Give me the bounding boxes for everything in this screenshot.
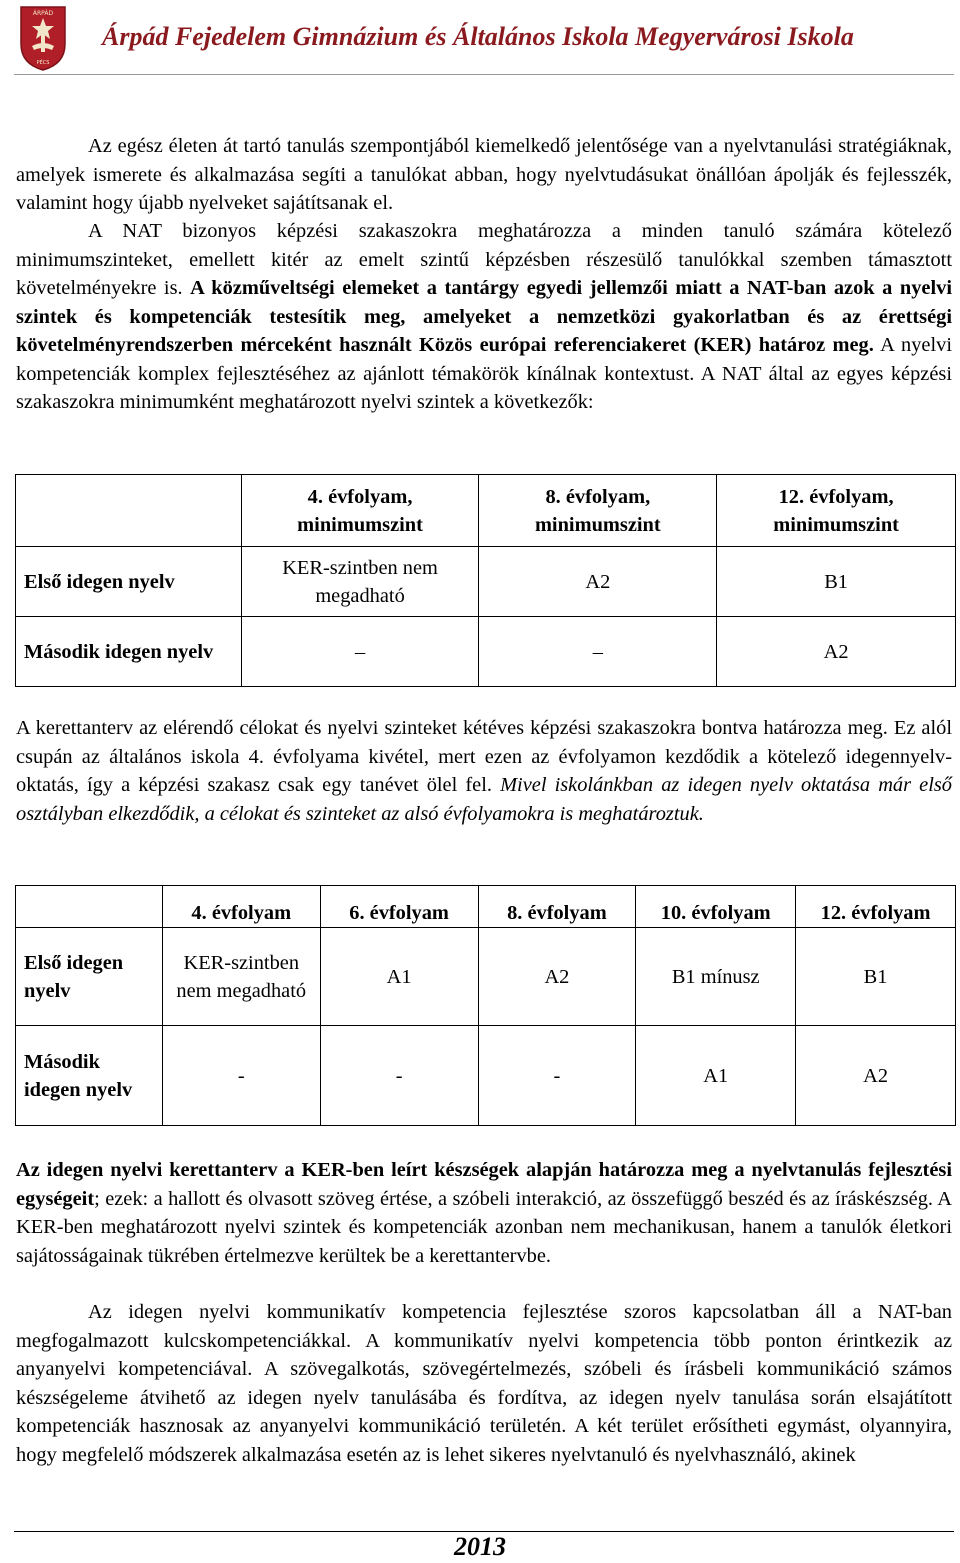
row-label: Első idegen nyelv [16,547,242,617]
header-divider [14,74,954,75]
table-header-cell: 8. évfolyam [478,886,636,928]
table-cell: - [478,1026,636,1126]
table-header-cell: 6. évfolyam [320,886,478,928]
table-header-cell: 12. évfolyam [796,886,956,928]
table-cell: A2 [479,547,717,617]
paragraph-curriculum-italic: Mivel iskolánkban az idegen nyelv oktatása már első osztályban elkezdődik, a célokat és szinteket az alsó évfolyamokra is meghatároztuk. [16,774,952,825]
paragraph-nat-text-b: A nyelvi kompetenciák komplex fejlesztéséhez az ajánlott témakörök kínálnak kontextust. A NAT által az egyes képzési szakaszokra minimumként meghatározott nyelvi szintek a következők: [16,334,953,413]
paragraph-nat [16,217,952,417]
table-cell: KER-szintben nem megadható [162,928,320,1026]
paragraph-lifelong-learning: Az egész életen át tartó tanulás szempontjából kiemelkedő jelentősége van a nyelvtanulási stratégiáknak, amelyek ismerete és alkalmazása segíti a tanulókat abban, hogy nyelvtudásukat önállóan ápolják és fejlesszék, valamint hogy újabb nyelveket sajátítsanak el. [16,135,952,214]
table-row [16,547,956,617]
table-cell: A1 [320,928,478,1026]
table-header-cell: 4. évfolyam, minimumszint [241,475,479,547]
nat-levels-table [15,474,956,687]
paragraph-skills-text: ; ezek: a hallott és olvasott szöveg értése, a szóbeli interakció, az összefüggő beszéd és az íráskészség. A KER-ben meghatározott nyelvi szintek és kompetenciák azonban nem mechanikusan, hanem a tanulók életkori sajátosságainak tükrében értelmezve kerültek be a kerettantervbe. [16,1187,952,1267]
page-header [0,0,960,78]
table-cell: A2 [478,928,636,1026]
school-crest-icon [18,4,68,72]
paragraph-skills-bold: Az idegen nyelvi kerettanterv a KER-ben leírt készségek alapján határozza meg a nyelvtanulás fejlesztési egységeit [16,1159,952,1210]
table-cell: – [241,617,479,687]
table-header-row [16,475,956,547]
paragraph-curriculum [16,714,952,828]
table-cell: B1 mínusz [636,928,796,1026]
table-cell: A2 [717,617,956,687]
school-name: Árpád Fejedelem Gimnázium és Általános Iskola Megyervárosi Iskola [102,22,854,51]
row-label: Második idegen nyelv [16,1026,163,1126]
table-cell: - [320,1026,478,1126]
svg-text:ÁRPÁD: ÁRPÁD [32,10,54,17]
row-label: Első idegen nyelv [16,928,163,1026]
table-cell: A1 [636,1026,796,1126]
table-header-cell: 10. évfolyam [636,886,796,928]
school-levels-table [15,885,956,1126]
paragraph-curriculum-text: A kerettanterv az elérendő célokat és nyelvi szinteket kétéves képzési szakaszokra bontva határozza meg. Ez alól csupán az általános iskola 4. évfolyama kivétel, mert ezen az évfolyamon kezdődik a kötelező idegennyelv-oktatás, így a képzési szakasz csak egy tanévet ölel fel. [16,717,952,796]
table-header-cell: 12. évfolyam, minimumszint [717,475,956,547]
table-cell: B1 [717,547,956,617]
table-cell: - [162,1026,320,1126]
table-header-row [16,886,956,928]
table-header-cell: 4. évfolyam [162,886,320,928]
table-cell: KER-szintben nem megadható [241,547,479,617]
table-row [16,1026,956,1126]
paragraph-nat-text-a: A NAT bizonyos képzési szakaszokra meghatározza a minden tanuló számára kötelező minimumszinteket, emellett kitér az emelt szintű képzésben részesülő tanulókkal szemben támasztott követelményekre is. [16,220,952,299]
table-cell: B1 [796,928,956,1026]
table-cell: A2 [796,1026,956,1126]
paragraph-communicative: Az idegen nyelvi kommunikatív kompetencia fejlesztése szoros kapcsolatban áll a NAT-ban megfogalmazott kulcskompetenciákkal. A kommunikatív nyelvi kompetencia több ponton érintkezik az anyanyelvi kompetenciával. A szövegalkotás, szövegértelmezés, szóbeli és írásbeli kommunikáció számos készségeleme átvihető az idegen nyelv tanulásába és fordítva, az idegen nyelv tanulása során elsajátított kompetenciák hasznosak az anyanyelvi kommunikáció területén. A két terület erősítheti egymást, olyannyira, hogy megfelelő módszerek alkalmazása esetén az is lehet sikeres nyelvtanuló és nyelvhasználó, akinek [16,1301,952,1466]
table-row [16,617,956,687]
table-header-cell [16,886,163,928]
table-cell: – [479,617,717,687]
paragraph-skills [16,1156,952,1270]
table-header-cell: 8. évfolyam, minimumszint [479,475,717,547]
footer-year: 2013 [454,1532,506,1561]
row-label: Második idegen nyelv [16,617,242,687]
svg-text:PÉCS: PÉCS [36,60,50,66]
paragraph-nat-bold: A közműveltségi elemeket a tantárgy egyedi jellemzői miatt a NAT-ban azok a nyelvi szintek és kompetenciák testesítik meg, amelyeket a nemzetközi gyakorlatban és az érettségi követelményrendszerben mérceként használt Közös európai referenciakeret (KER) határoz meg. [16,277,952,356]
table-header-cell [16,475,242,547]
table-row [16,928,956,1026]
